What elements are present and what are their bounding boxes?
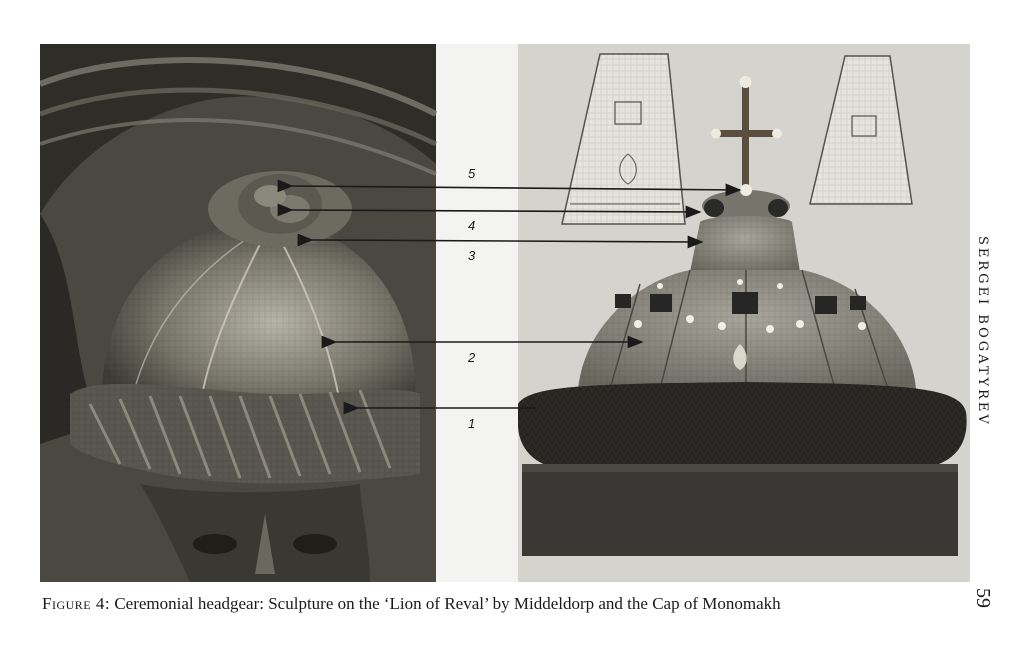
callout-label-5: 5: [468, 166, 476, 181]
sculpture-photo: [40, 44, 436, 582]
callout-label-3: 3: [468, 248, 476, 263]
caption-label: Figure 4:: [42, 594, 111, 613]
page-number: 59: [972, 588, 994, 608]
callout-label-4: 4: [468, 218, 476, 233]
running-header: SERGEI BOGATYREV: [975, 236, 990, 427]
figure-caption: [42, 594, 942, 614]
figure-illustration: [40, 44, 970, 582]
monomakh-plate: [518, 44, 970, 582]
caption-text: Ceremonial headgear: Sculpture on the ‘Lion of Reval’ by Middeldorp and the Cap of Monomakh: [110, 594, 781, 613]
callout-label-1: 1: [468, 416, 476, 431]
callout-label-2: 2: [468, 350, 476, 365]
figure-4: [40, 44, 970, 582]
